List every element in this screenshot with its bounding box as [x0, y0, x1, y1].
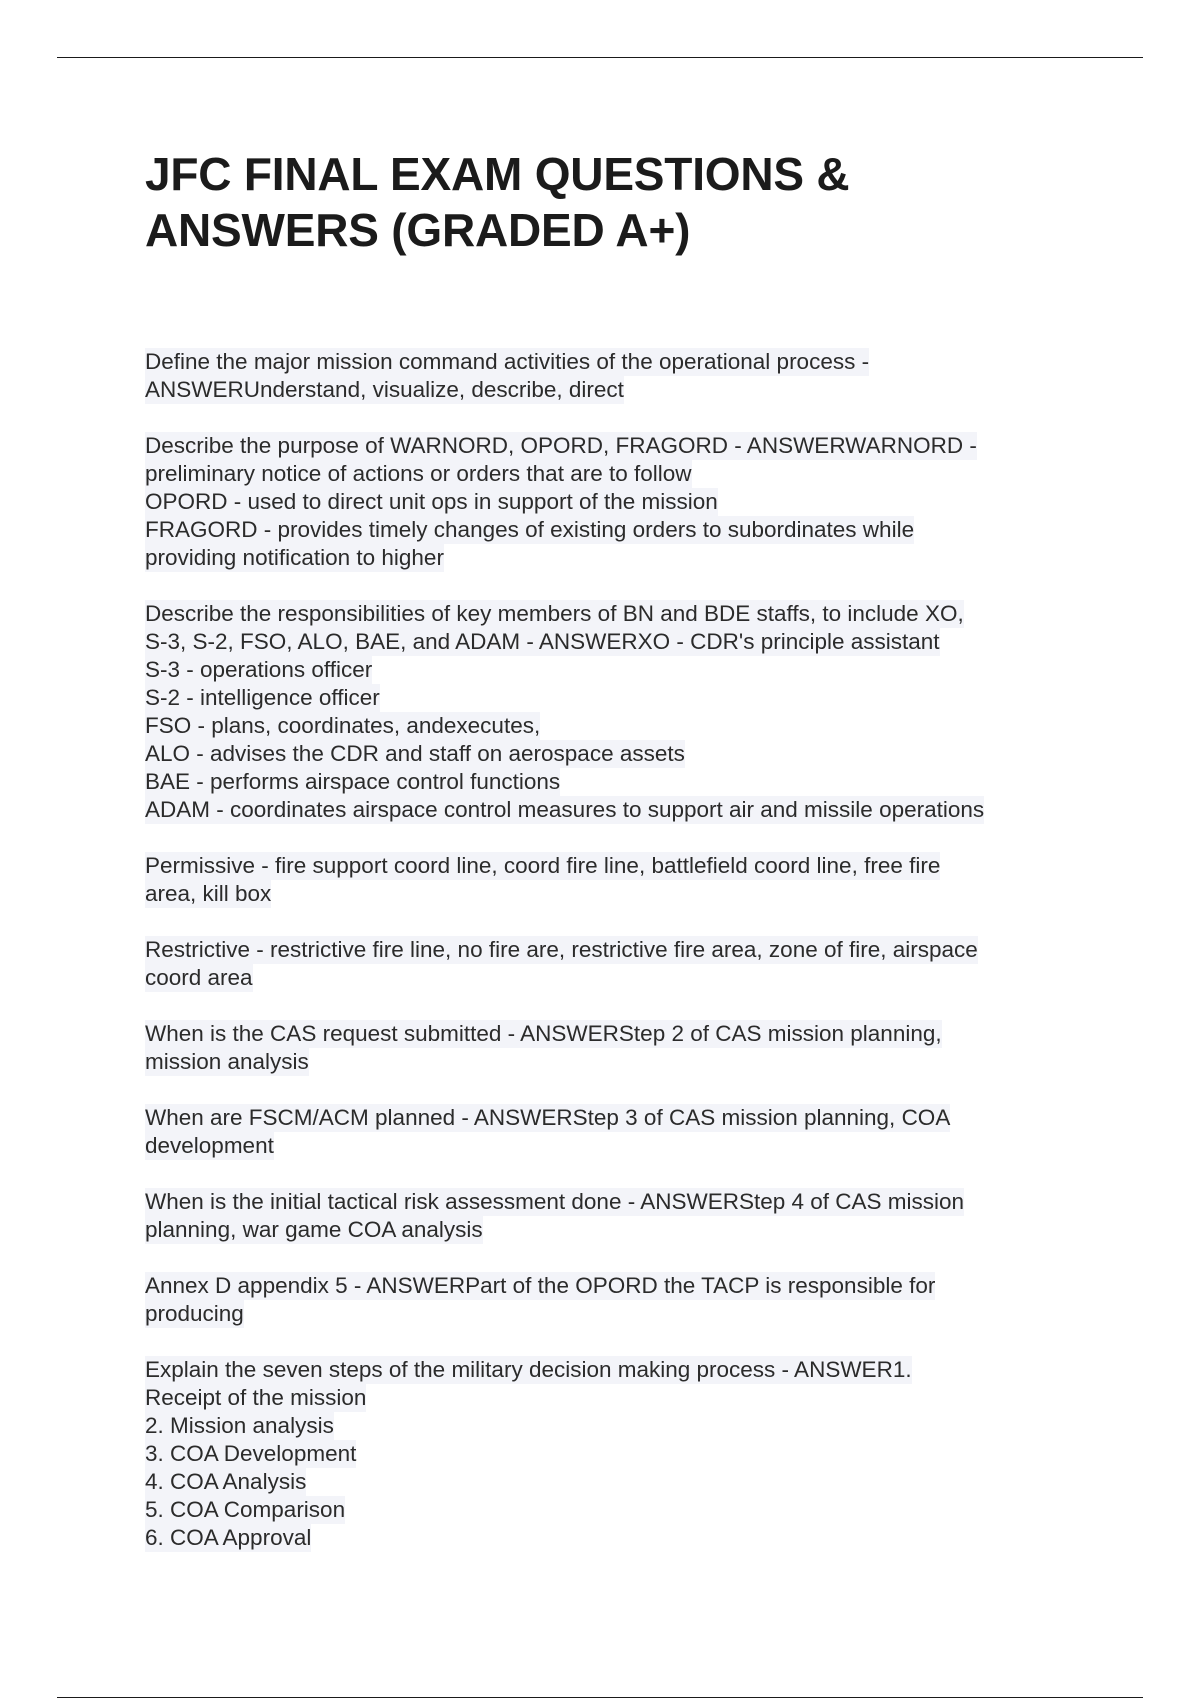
qa-line: ADAM - coordinates airspace control measures to support air and missile operations — [145, 797, 985, 822]
qa-line: Annex D appendix 5 - ANSWERPart of the OPORD the TACP is responsible for — [145, 1273, 936, 1298]
qa-line: ANSWERUnderstand, visualize, describe, direct — [145, 377, 624, 402]
page-title — [145, 146, 1065, 258]
qa-line: When is the initial tactical risk assessment done - ANSWERStep 4 of CAS mission — [145, 1189, 965, 1214]
top-rule — [57, 57, 1143, 58]
qa-line: development — [145, 1133, 274, 1158]
qa-line: FRAGORD - provides timely changes of existing orders to subordinates while — [145, 517, 915, 542]
qa-entry — [145, 1356, 1065, 1552]
qa-line: Restrictive - restrictive fire line, no fire are, restrictive fire area, zone of fire, airspace — [145, 937, 978, 962]
qa-line: Describe the responsibilities of key members of BN and BDE staffs, to include XO, — [145, 601, 964, 626]
qa-line: OPORD - used to direct unit ops in support of the mission — [145, 489, 718, 514]
qa-line: BAE - performs airspace control functions — [145, 769, 561, 794]
qa-line: 4. COA Analysis — [145, 1469, 307, 1494]
qa-line: FSO - plans, coordinates, andexecutes, — [145, 713, 541, 738]
qa-line: Describe the purpose of WARNORD, OPORD, FRAGORD - ANSWERWARNORD - — [145, 433, 977, 458]
qa-line: area, kill box — [145, 881, 272, 906]
qa-entry — [145, 348, 1065, 404]
qa-line: Explain the seven steps of the military decision making process - ANSWER1. — [145, 1357, 912, 1382]
qa-line: ALO - advises the CDR and staff on aerospace assets — [145, 741, 685, 766]
qa-list — [145, 348, 1065, 1552]
qa-line: Permissive - fire support coord line, coord fire line, battlefield coord line, free fire — [145, 853, 941, 878]
qa-entry — [145, 936, 1065, 992]
qa-line: When is the CAS request submitted - ANSWERStep 2 of CAS mission planning, — [145, 1021, 942, 1046]
qa-line: coord area — [145, 965, 253, 990]
qa-line: Define the major mission command activities of the operational process - — [145, 349, 870, 374]
qa-line: mission analysis — [145, 1049, 309, 1074]
bottom-rule — [57, 1697, 1143, 1698]
qa-entry — [145, 1272, 1065, 1328]
qa-line: 5. COA Comparison — [145, 1497, 346, 1522]
title-line-2: ANSWERS (GRADED A+) — [145, 204, 691, 256]
qa-line: 3. COA Development — [145, 1441, 357, 1466]
qa-entry — [145, 1104, 1065, 1160]
qa-line: 2. Mission analysis — [145, 1413, 334, 1438]
qa-line: planning, war game COA analysis — [145, 1217, 483, 1242]
qa-line: preliminary notice of actions or orders that are to follow — [145, 461, 692, 486]
qa-entry — [145, 852, 1065, 908]
qa-line: S-3, S-2, FSO, ALO, BAE, and ADAM - ANSWERXO - CDR's principle assistant — [145, 629, 940, 654]
title-line-1: JFC FINAL EXAM QUESTIONS & — [145, 148, 850, 200]
qa-entry — [145, 1188, 1065, 1244]
qa-line: S-2 - intelligence officer — [145, 685, 380, 710]
qa-line: S-3 - operations officer — [145, 657, 373, 682]
qa-entry — [145, 432, 1065, 572]
qa-line: Receipt of the mission — [145, 1385, 367, 1410]
qa-line: producing — [145, 1301, 244, 1326]
qa-line: When are FSCM/ACM planned - ANSWERStep 3 of CAS mission planning, COA — [145, 1105, 951, 1130]
qa-line: providing notification to higher — [145, 545, 444, 570]
qa-entry — [145, 600, 1065, 824]
qa-entry — [145, 1020, 1065, 1076]
document-body — [145, 146, 1065, 1580]
qa-line: 6. COA Approval — [145, 1525, 312, 1550]
